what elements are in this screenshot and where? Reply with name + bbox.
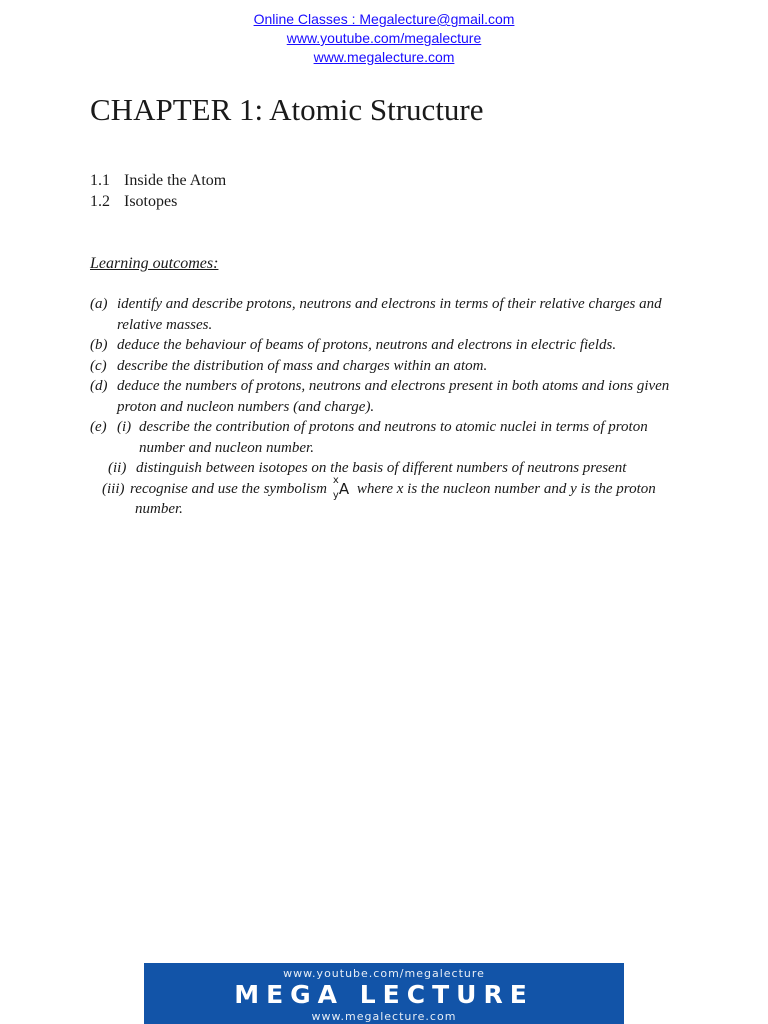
- outcome-b: [90, 335, 670, 356]
- toc-number: 1.1: [90, 172, 110, 189]
- outcome-a-continued: relative masses.: [117, 316, 213, 333]
- outcome-e-iii-continued: number.: [135, 501, 183, 517]
- banner-website-url: www.megalecture.com: [311, 1010, 457, 1023]
- nuclide-atomic-number: y: [332, 489, 339, 501]
- banner-brand: MEGA LECTURE: [234, 980, 534, 1009]
- header-link-website[interactable]: www.megalecture.com: [313, 49, 455, 65]
- outcome-text: describe the contribution of protons and neutrons to atomic nuclei in terms of proton: [139, 419, 648, 435]
- outcome-sub-label: (ii): [108, 460, 127, 476]
- outcome-text: deduce the behaviour of beams of protons, neutrons and electrons in electric fields.: [117, 337, 617, 353]
- outcome-e-iii: [90, 474, 670, 501]
- nuclide-mass-number: x: [332, 474, 339, 486]
- toc-text: Isotopes: [124, 193, 178, 210]
- outcome-text: describe the distribution of mass and charges within an atom.: [117, 357, 488, 374]
- outcome-label: (e): [90, 419, 107, 435]
- outcome-c: [90, 356, 670, 377]
- outcome-e-ii: [90, 458, 670, 479]
- outcome-text-after: where x is the nucleon number and y is the proton: [356, 480, 656, 497]
- mega-lecture-banner: [144, 963, 624, 1024]
- toc-text: Inside the Atom: [124, 172, 227, 189]
- outcome-sub-label: (i): [117, 419, 132, 435]
- outcome-label: (c): [90, 357, 107, 374]
- outcome-text: deduce the numbers of protons, neutrons and electrons present in both atoms and ions given: [117, 378, 670, 394]
- toc-number: 1.2: [90, 193, 110, 210]
- outcome-sub-label: (iii): [102, 480, 125, 497]
- outcome-text-before: recognise and use the symbolism: [130, 480, 327, 497]
- outcome-e: [90, 417, 670, 438]
- toc-item: [90, 191, 226, 212]
- learning-outcomes-list: [90, 294, 670, 520]
- header-link-email[interactable]: Online Classes : Megalecture@gmail.com: [253, 11, 515, 27]
- outcome-text: distinguish between isotopes on the basis of different numbers of neutrons present: [136, 460, 627, 476]
- outcome-label: (d): [90, 378, 108, 394]
- table-of-contents: [90, 170, 226, 212]
- outcome-a: [90, 294, 670, 315]
- learning-outcomes-heading: Learning outcomes:: [90, 255, 219, 272]
- outcome-label: (a): [90, 296, 108, 312]
- outcome-d-continued: proton and nucleon numbers (and charge).: [117, 398, 375, 415]
- chapter-title: CHAPTER 1: Atomic Structure: [90, 92, 484, 127]
- header-links: [0, 10, 768, 67]
- outcome-e-i-continued: number and nucleon number.: [139, 439, 314, 456]
- toc-item: [90, 170, 226, 191]
- nuclide-symbol: [329, 474, 351, 501]
- outcome-d: [90, 376, 670, 397]
- banner-youtube-url: www.youtube.com/megalecture: [283, 967, 485, 980]
- outcome-text: identify and describe protons, neutrons and electrons in terms of their relative charges and: [117, 296, 662, 312]
- outcome-label: (b): [90, 337, 108, 353]
- nuclide-element: A: [338, 479, 350, 498]
- header-link-youtube[interactable]: www.youtube.com/megalecture: [286, 30, 482, 46]
